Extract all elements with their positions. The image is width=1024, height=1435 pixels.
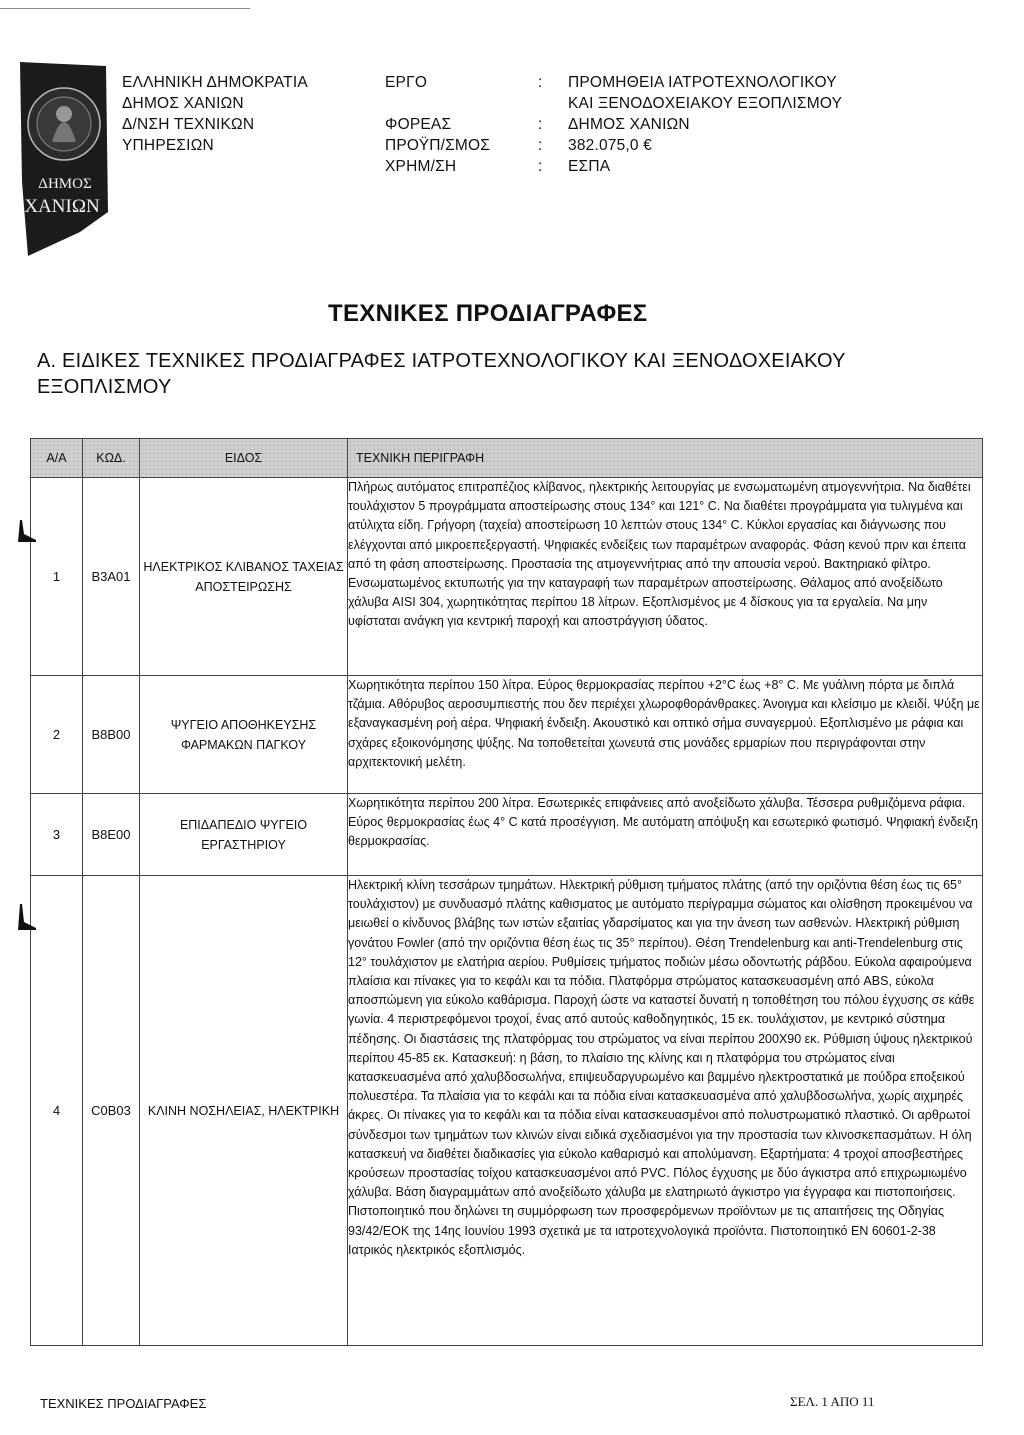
issuer-line: Δ/ΝΣΗ ΤΕΧΝΙΚΩΝ — [122, 116, 255, 133]
page-number: ΣΕΛ. 1 ΑΠΟ 11 — [790, 1394, 875, 1409]
footer-title: ΤΕΧΝΙΚΕΣ ΠΡΟΔΙΑΓΡΑΦΕΣ — [40, 1396, 207, 1411]
row-code: Β8Ε00 — [83, 794, 140, 876]
col-header-aa: Α/Α — [31, 439, 83, 478]
table-row — [31, 876, 983, 1346]
table-row — [31, 478, 983, 676]
row-number: 1 — [31, 478, 83, 676]
issuer-line: ΥΠΗΡΕΣΙΩΝ — [122, 137, 214, 154]
table-row — [31, 676, 983, 794]
section-title: Α. ΕΙΔΙΚΕΣ ΤΕΧΝΙΚΕΣ ΠΡΟΔΙΑΓΡΑΦΕΣ ΙΑΤΡΟΤΕΧΝΟΛΟΓΙΚΟΥ ΚΑΙ ΞΕΝΟΔΟΧΕΙΑΚΟΥ ΕΞΟΠΛΙΣΜΟΥ — [37, 350, 846, 398]
project-value-line2: ΚΑΙ ΞΕΝΟΔΟΧΕΙΑΚΟΥ ΕΞΟΠΛΙΣΜΟΥ — [568, 95, 843, 112]
bell-marker-icon — [16, 518, 40, 544]
issuer-line: ΔΗΜΟΣ ΧΑΝΙΩΝ — [122, 95, 244, 112]
colon: : — [538, 74, 543, 91]
row-number: 2 — [31, 676, 83, 794]
row-kind: ΚΛΙΝΗ ΝΟΣΗΛΕΙΑΣ, ΗΛΕΚΤΡΙΚΗ — [140, 876, 348, 1346]
row-number: 3 — [31, 794, 83, 876]
issuer-block — [122, 72, 308, 156]
issuer-line: ΕΛΛΗΝΙΚΗ ΔΗΜΟΚΡΑΤΙΑ — [122, 74, 308, 91]
row-description: Χωρητικότητα περίπου 150 λίτρα. Εύρος θερμοκρασίας περίπου +2°C έως +8° C. Με γυάλινη πόρτα με διπλά τζάμια. Αθόρυβος αεροσυμπιεστής που δεν περιέχει χλωροφθοράνθρακες. Άνοιγμα και κλείσιμο με κλειδί. Ψύξη με εξαναγκασμένη ροή αέρα. Ψηφιακή ένδειξη. Ακουστικό και οπτικό σήμα συναγερμού. Εξοπλισμένο με ράφια και σχάρες εξοικονόμησης ψύξης. Να τοποθετείται χωνευτά στις μονάδες ερμαρίων που περιγράφονται στην αρχιτεκτονική μελέτη. — [348, 676, 983, 794]
project-value-line1: ΠΡΟΜΗΘΕΙΑ ΙΑΤΡΟΤΕΧΝΟΛΟΓΙΚΟΥ — [568, 74, 837, 91]
budget-label: ΠΡΟΫΠ/ΣΜΟΣ — [385, 137, 491, 154]
row-code: C0B03 — [83, 876, 140, 1346]
field-values — [568, 72, 842, 177]
field-labels — [385, 72, 490, 177]
colon: : — [538, 158, 543, 175]
budget-value: 382.075,0 € — [568, 137, 653, 154]
field-colons — [538, 72, 543, 177]
table-row — [31, 794, 983, 876]
row-description: Πλήρως αυτόματος επιτραπέζιος κλίβανος, ηλεκτρικής λειτουργίας με ενσωματωμένη ατμογεννήτρια. Να διαθέτει τουλάχιστον 5 προγράμματα αποστείρωσης στους 134° και 121° C. Να διαθέτει προγράμματα για τυλιγμένα και ατύλιχτα είδη. Γρήγορη (ταχεία) αποστείρωση 10 λεπτών στους 134° C. Κύκλοι εργασίας και διάγνωσης που ελέγχονται από μικροεπεξεργαστή. Ψηφιακές ενδείξεις των παραμέτρων αναφοράς. Φάση κενού πριν και έπειτα από τη φάση αποστείρωσης. Προστασία της ατμογεννήτριας από την απουσία νερού. Βακτηριακό φίλτρο. Ενσωματωμένος εκτυπωτής για την καταγραφή των παραμέτρων αποστείρωσης. Θάλαμος από ανοξείδωτο χάλυβα AISI 304, χωρητικότητας περίπου 18 λίτρων. Εξοπλισμένος με 4 δίσκους για τα εργαλεία. Να μην υφίσταται ανάγκη για κεντρική παροχή και αποστράγγιση ύδατος. — [348, 478, 983, 676]
logo-text-bottom: ΧΑΝΙΩΝ — [24, 196, 100, 217]
col-header-code: ΚΩΔ. — [83, 439, 140, 478]
row-kind: ΕΠΙΔΑΠΕΔΙΟ ΨΥΓΕΙΟ ΕΡΓΑΣΤΗΡΙΟΥ — [140, 794, 348, 876]
col-header-kind: ΕΙΔΟΣ — [140, 439, 348, 478]
top-rule — [0, 8, 250, 9]
logo-text-top: ΔΗΜΟΣ — [38, 176, 92, 192]
spec-table — [30, 438, 983, 1346]
row-description: Χωρητικότητα περίπου 200 λίτρα. Εσωτερικές επιφάνειες από ανοξείδωτο χάλυβα. Τέσσερα ρυθμιζόμενα ράφια. Εύρος θερμοκρασίας έως 4° C κατά προσέγγιση. Με αυτόματη απόψυξη και εσωτερικό φωτισμό. Ψηφιακή ένδειξη θερμοκρασίας. — [348, 794, 983, 876]
row-kind: ΨΥΓΕΙΟ ΑΠΟΘΗΚΕΥΣΗΣ ΦΑΡΜΑΚΩΝ ΠΑΓΚΟΥ — [140, 676, 348, 794]
agency-label: ΦΟΡΕΑΣ — [385, 116, 452, 133]
agency-value: ΔΗΜΟΣ ΧΑΝΙΩΝ — [568, 116, 690, 133]
row-code: Β3Α01 — [83, 478, 140, 676]
page-title: ΤΕΧΝΙΚΕΣ ΠΡΟΔΙΑΓΡΑΦΕΣ — [328, 300, 648, 327]
table-header-row — [31, 439, 983, 478]
row-number: 4 — [31, 876, 83, 1346]
project-label: ΕΡΓΟ — [385, 74, 428, 91]
municipal-seal-icon — [20, 62, 110, 256]
row-code: Β8Β00 — [83, 676, 140, 794]
bell-marker-icon — [16, 902, 40, 932]
funding-label: ΧΡΗΜ/ΣΗ — [385, 158, 457, 175]
colon: : — [538, 137, 543, 154]
col-header-desc: ΤΕΧΝΙΚΗ ΠΕΡΙΓΡΑΦΗ — [348, 439, 983, 478]
row-description: Ηλεκτρική κλίνη τεσσάρων τμημάτων. Ηλεκτρική ρύθμιση τμήματος πλάτης (από την οριζόντια θέση έως τις 65° τουλάχιστον) με συνδυασμό πλάτης καθισματος με αυτόματο περίγραμμα σώματος και ολίσθηση προκειμένου να μειωθεί ο κίνδυνος βλάβης των ιστών εξαιτίας γδαρσίματος και για την άνεση των ασθενών. Ηλεκτρική ρύθμιση γονάτου Fowler (από την οριζόντια θέση έως τις 35° περίπου). Θέση Trendelenburg και anti-Trendelenburg στις 12° τουλάχιστον με ελατήρια αερίου. Ρυθμίσεις τμήματος ποδιών μέσω οδοντωτής ράβδου. Εύκολα αφαιρούμενα πλαίσια και πίνακες για το κεφάλι και τα πόδια. Πλατφόρμα στρώματος κατασκευασμένη από ABS, εύκολα αποσπώμενη για εύκολο καθάρισμα. Παροχή ώστε να καταστεί δυνατή η τοποθέτηση του πόλου έγχυσης σε κάθε γωνία. 4 περιστρεφόμενοι τροχοί, ένας από αυτούς καθοδηγητικός, 15 εκ. τουλάχιστον, με κεντρικό σύστημα πέδησης. Οι διαστάσεις της πλατφόρμας του στρώματος να είναι περίπου 200Χ90 εκ. Ρύθμιση ύψους ηλεκτρικού περίπου 45-85 εκ. Κατασκευή: η βάση, το πλαίσιο της κλίνης και η πλατφόρμα του στρώματος είναι κατασκευασμένα από χαλυβδοσωλήνα, επιψευδαργυρωμένο και βαμμένο ηλεκτροστατικά με πούδρα εποξεικού πολυεστέρα. Τα πλαίσια για το κεφάλι και τα πόδια είναι κατασκευασμένα από χαλυβδοσωλήνα, χωρίς αιχμηρές άκρες. Οι πίνακες για το κεφάλι και τα πόδια είναι κατασκευασμένοι από πολυστρωματικό πλαστικό. Οι αρθρωτοί σύνδεσμοι των τμημάτων των κλινών είναι ειδικά σχεδιασμένοι για την προστασία των κλινοσκεπασμάτων. Η όλη κατασκευή να διαθέτει διαδικασίες για εύκολο καθαρισμό και απολύμανση. Εξαρτήματα: 4 τροχοί αποσβεστήρες κρούσεων προστασίας τοίχου κατασκευασμένοι από PVC. Πόλος έγχυσης με δύο άγκιστρα από επιχρωμιωμένο χάλυβα. Βάση διαγραμμάτων από ανοξείδωτο χάλυβα με ελατηριωτό άγκιστρο για έγγραφα και πιστοποιήσεις. Πιστοποιητικό που δηλώνει τη συμμόρφωση των προσφερόμενων προϊόντων με τις απαιτήσεις της Οδηγίας 93/42/ΕΟΚ της 14ης Ιουνίου 1993 σχετικά με τα ιατροτεχνολογικά προϊόντα. Πιστοποιητικό ΕΝ 60601-2-38 Ιατρικός ηλεκτρικός εξοπλισμός. — [348, 876, 983, 1346]
colon: : — [538, 116, 543, 133]
funding-value: ΕΣΠΑ — [568, 158, 611, 175]
row-kind: ΗΛΕΚΤΡΙΚΟΣ ΚΛΙΒΑΝΟΣ ΤΑΧΕΙΑΣ ΑΠΟΣΤΕΙΡΩΣΗΣ — [140, 478, 348, 676]
